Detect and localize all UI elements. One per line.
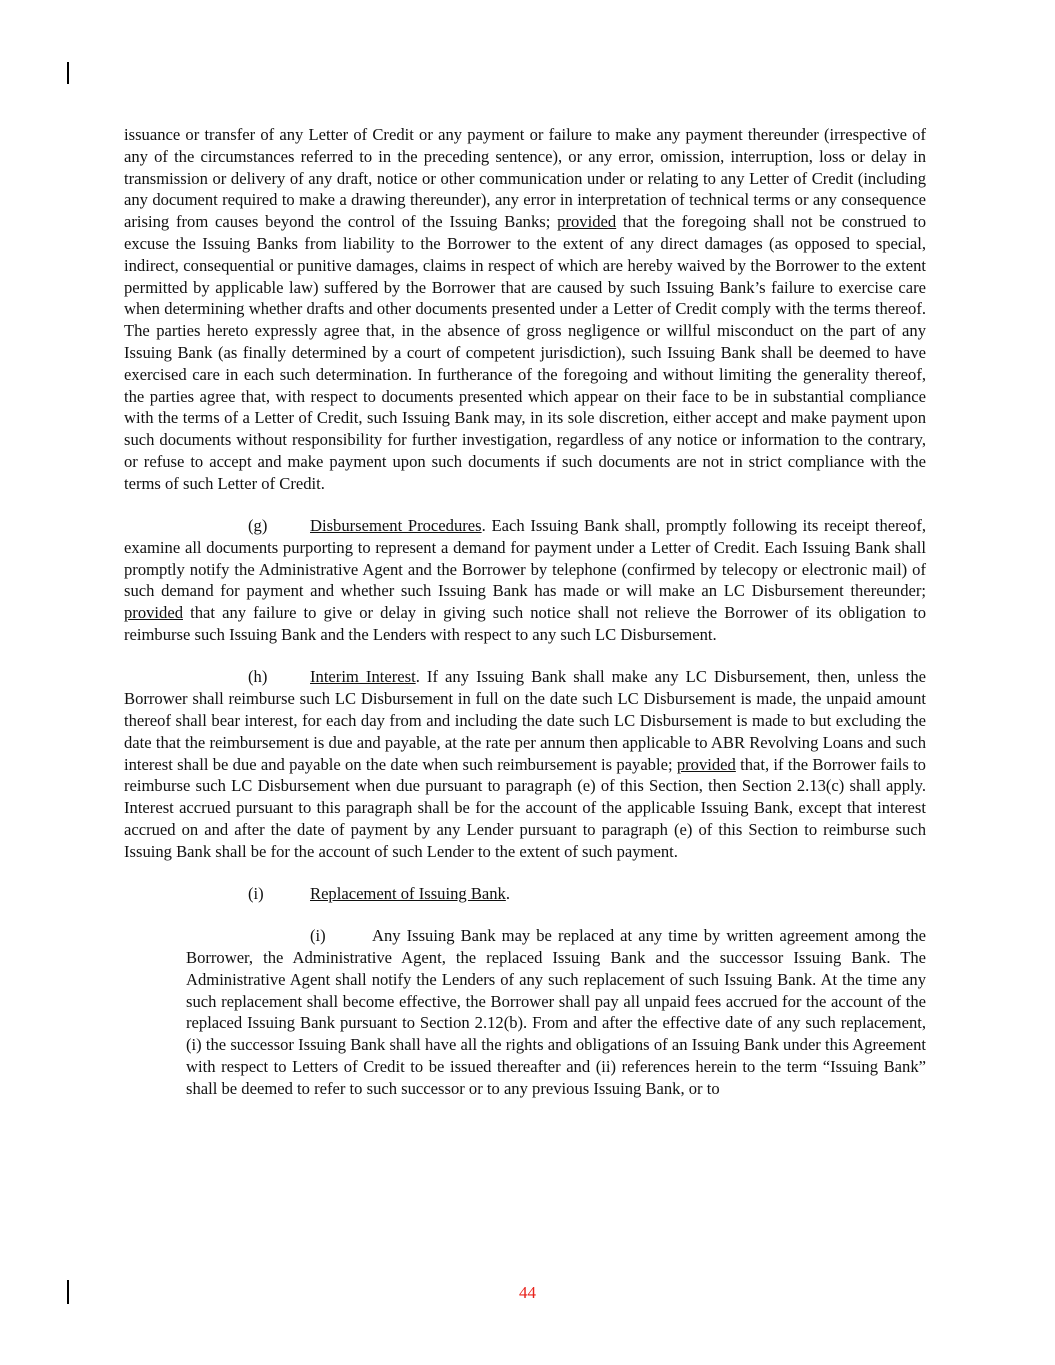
section-heading: Interim Interest — [310, 667, 416, 687]
paragraph-g — [124, 515, 926, 646]
enumerator: (h) — [248, 667, 268, 687]
paragraph-f-continued — [124, 124, 926, 495]
text: that the foregoing shall not be construed to excuse the Issuing Banks from liability to the Borrower to the extent of any direct damages (as opposed to special, indirect, consequential or punitive damages, claims in respect of which are hereby waived by the Borrower to the extent permitted by applicable law) suffered by the Borrower that are caused by such Issuing Bank’s failure to exercise care when determining whether drafts and other documents presented under a Letter of Credit comply with the terms thereof. The parties hereto expressly agree that, in the absence of gross negligence or willful misconduct on the part of any Issuing Bank (as finally determined by a court of competent jurisdiction), such Issuing Bank shall be deemed to have exercised care in each such determination. In furtherance of the foregoing and without limiting the generality thereof, the parties agree that, with respect to documents presented which appear on their face to be in substantial compliance with the terms of a Letter of Credit, such Issuing Bank may, in its sole discretion, either accept and make payment upon such documents without responsibility for further investigation, regardless of any notice or information to the contrary, or refuse to accept and make payment upon such documents if such documents are not in strict compliance with the terms of such Letter of Credit. — [124, 212, 927, 493]
provided-term: provided — [557, 212, 617, 232]
paragraph-i — [124, 883, 926, 905]
provided-term: provided — [676, 754, 736, 774]
section-heading: Disbursement Procedures — [310, 516, 482, 536]
text: that, if the Borrower fails to reimburse such LC Disbursement when due pursuant to paragraph (e) of this Section, then Section 2.13(c) shall apply. Interest accrued pursuant to this paragraph shall be for the account of the applicable Issuing Bank, except that interest accrued on and after the date of payment by any Lender pursuant to paragraph (e) of this Section to reimburse such Issuing Bank shall be for the account of such Lender to the extent of such payment. — [124, 754, 926, 861]
text: . If any Issuing Bank shall make any LC Disbursement, then, unless the Borrower shall reimburse such LC Disbursement in full on the date such LC Disbursement is made, the unpaid amount thereof shall bear interest, for each day from and including the date such LC Disbursement is made to but excluding the date that the reimbursement is due and payable, at the rate per annum then applicable to ABR Revolving Loans and such interest shall be due and payable on the date when such reimbursement is payable; — [124, 667, 926, 774]
text: that any failure to give or delay in giving such notice shall not relieve the Borrower of its obligation to reimburse such Issuing Bank and the Lenders with respect to any such LC Disbursement. — [124, 603, 926, 645]
provided-term: provided — [124, 603, 183, 623]
paragraph-h — [124, 666, 926, 862]
page-body — [124, 124, 926, 1120]
section-heading: Replacement of Issuing Bank — [310, 884, 506, 903]
text: Any Issuing Bank may be replaced at any time by written agreement among the Borrower, the Administrative Agent, the replaced Issuing Bank and the successor Issuing Bank. The Administrative Agent shall notify the Lenders of any such replacement of such Issuing Bank. At the time any such replacement shall become effective, the Borrower shall pay all unpaid fees accrued for the account of the replaced Issuing Bank pursuant to Section 2.12(b). From and after the effective date of any such replacement, (i) the successor Issuing Bank shall have all the rights and obligations of an Issuing Bank under this Agreement with respect to Letters of Credit to be issued thereafter and (ii) references herein to the term “Issuing Bank” shall be deemed to refer to such successor or to any previous Issuing Bank, or to — [186, 926, 926, 1098]
text: . Each Issuing Bank shall, promptly following its receipt thereof, examine all documents purporting to represent a demand for payment under a Letter of Credit. Each Issuing Bank shall promptly notify the Administrative Agent and the Borrower by telephone (confirmed by telecopy or electronic mail) of such demand for payment and whether such Issuing Bank has made or will make an LC Disbursement thereunder; — [124, 516, 926, 601]
paragraph-i-1 — [186, 925, 926, 1099]
enumerator: (i) — [248, 884, 264, 903]
text: issuance or transfer of any Letter of Credit or any payment or failure to make any payment thereunder (irrespective of any of the circumstances referred to in the preceding sentence), or any error, omission, interruption, loss or delay in transmission or delivery of any draft, notice or other communication under or relating to any Letter of Credit (including any document required to make a drawing thereunder), any error in interpretation of technical terms or any consequence arising from causes beyond the control of the Issuing Banks; — [124, 125, 926, 232]
enumerator: (g) — [248, 516, 268, 536]
page-number: 44 — [519, 1283, 536, 1302]
revision-bar-top — [67, 62, 69, 84]
text: . — [505, 884, 511, 903]
enumerator: (i) — [310, 926, 326, 946]
